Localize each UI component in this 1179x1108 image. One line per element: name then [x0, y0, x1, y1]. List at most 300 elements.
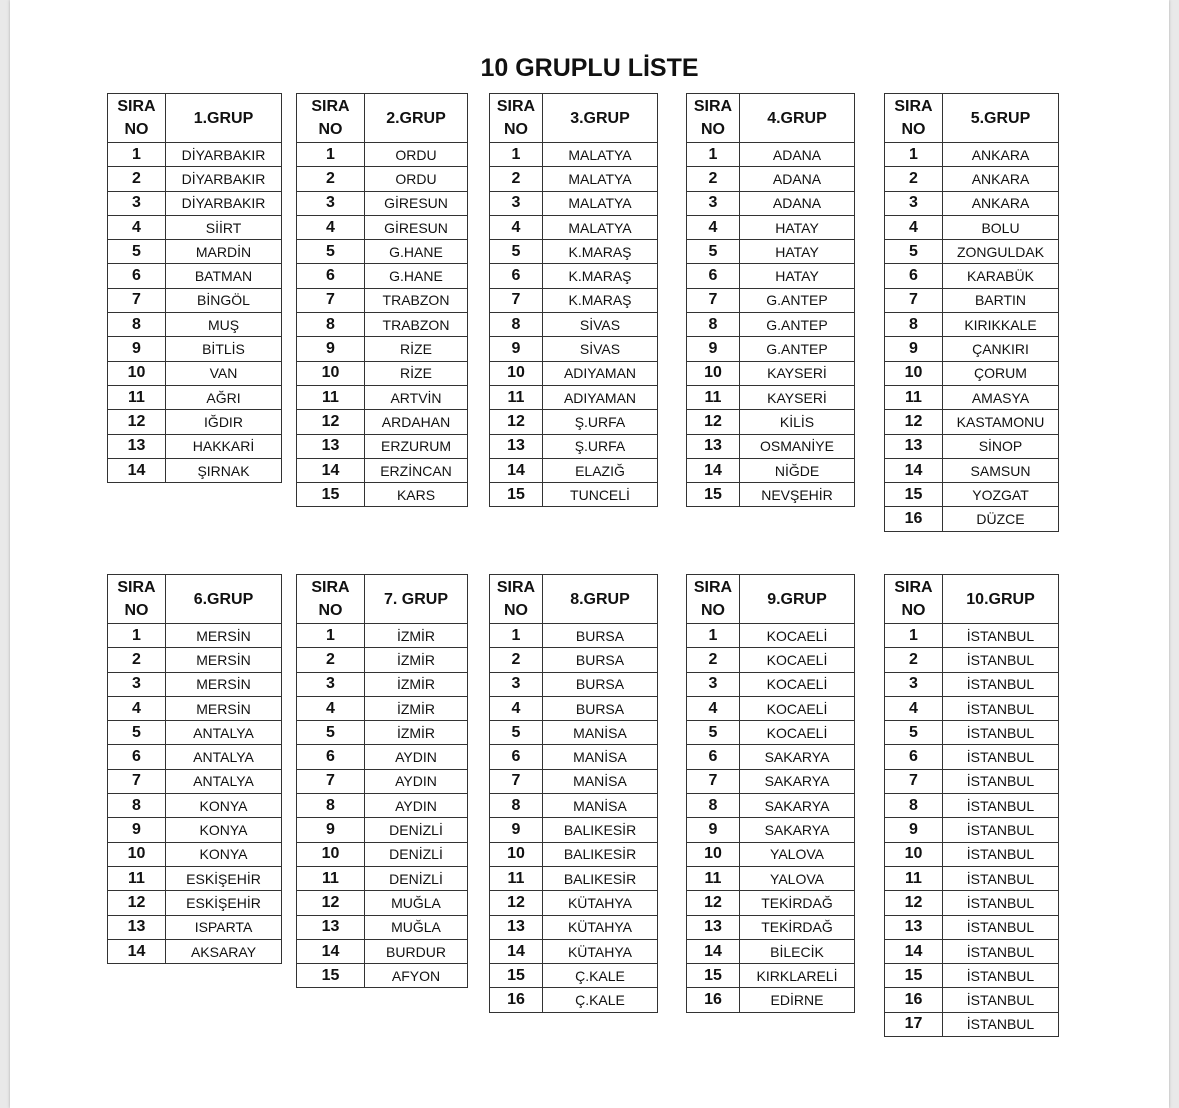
city-cell: İSTANBUL	[943, 939, 1059, 963]
row-number: 11	[490, 385, 543, 409]
city-cell: RİZE	[365, 361, 468, 385]
table-row	[490, 696, 658, 720]
row-number: 6	[490, 264, 543, 288]
city-cell: DENİZLİ	[365, 818, 468, 842]
row-number: 12	[490, 891, 543, 915]
city-cell: MALATYA	[543, 143, 658, 167]
row-number: 2	[297, 648, 365, 672]
row-number: 4	[885, 696, 943, 720]
row-number: 9	[885, 337, 943, 361]
city-cell: İSTANBUL	[943, 891, 1059, 915]
city-cell: ÇANKIRI	[943, 337, 1059, 361]
no-header-line: NO	[901, 121, 926, 138]
row-number: 10	[687, 361, 740, 385]
row-number: 15	[885, 483, 943, 507]
sira-header-line: SIRA	[693, 579, 733, 596]
city-cell: İZMİR	[365, 648, 468, 672]
table-row	[108, 648, 282, 672]
table-row	[885, 264, 1059, 288]
row-number: 5	[297, 721, 365, 745]
group-table-6	[107, 574, 282, 964]
row-number: 5	[108, 240, 166, 264]
city-cell: ANKARA	[943, 143, 1059, 167]
row-number: 7	[687, 288, 740, 312]
row-number: 14	[687, 939, 740, 963]
sira-header-line: SIRA	[894, 98, 933, 115]
row-number: 6	[108, 264, 166, 288]
city-cell: ERZURUM	[365, 434, 468, 458]
row-number: 8	[885, 313, 943, 337]
row-number: 11	[297, 385, 365, 409]
city-cell: ELAZIĞ	[543, 458, 658, 482]
row-number: 2	[108, 648, 166, 672]
sira-no-header	[490, 575, 543, 624]
table-row	[297, 648, 468, 672]
table-header-row	[687, 94, 855, 143]
city-cell: MANİSA	[543, 794, 658, 818]
table-row	[687, 624, 855, 648]
row-number: 15	[885, 964, 943, 988]
row-number: 8	[108, 313, 166, 337]
group-name-header: 7. GRUP	[365, 575, 468, 624]
city-cell: KARABÜK	[943, 264, 1059, 288]
table-row	[297, 696, 468, 720]
row-number: 1	[490, 624, 543, 648]
table-header-row	[490, 94, 658, 143]
table-row	[687, 988, 855, 1012]
no-header-line: NO	[124, 121, 149, 138]
city-cell: İSTANBUL	[943, 745, 1059, 769]
table-row	[490, 964, 658, 988]
row-number: 8	[490, 794, 543, 818]
city-cell: İSTANBUL	[943, 964, 1059, 988]
row-number: 8	[885, 794, 943, 818]
row-number: 17	[885, 1012, 943, 1036]
table-row	[297, 891, 468, 915]
row-number: 14	[687, 458, 740, 482]
table-row	[885, 915, 1059, 939]
table-row	[885, 721, 1059, 745]
city-cell: KONYA	[166, 842, 282, 866]
table-row	[297, 672, 468, 696]
table-header-row	[885, 575, 1059, 624]
table-row	[490, 891, 658, 915]
table-row	[297, 410, 468, 434]
city-cell: KARS	[365, 483, 468, 507]
table-row	[108, 167, 282, 191]
city-cell: MUĞLA	[365, 915, 468, 939]
row-number: 6	[297, 745, 365, 769]
row-number: 6	[687, 745, 740, 769]
table-row	[885, 794, 1059, 818]
city-cell: İSTANBUL	[943, 915, 1059, 939]
row-number: 13	[108, 434, 166, 458]
row-number: 7	[108, 769, 166, 793]
table-row	[108, 264, 282, 288]
row-number: 8	[687, 313, 740, 337]
city-cell: BURDUR	[365, 939, 468, 963]
sira-no-header	[108, 94, 166, 143]
row-number: 8	[297, 313, 365, 337]
city-cell: G.ANTEP	[740, 337, 855, 361]
city-cell: ISPARTA	[166, 915, 282, 939]
table-row	[108, 410, 282, 434]
city-cell: MANİSA	[543, 721, 658, 745]
table-row	[108, 794, 282, 818]
row-number: 4	[490, 696, 543, 720]
table-row	[687, 745, 855, 769]
table-row	[297, 361, 468, 385]
row-number: 13	[490, 915, 543, 939]
row-number: 1	[297, 624, 365, 648]
table-row	[108, 337, 282, 361]
table-row	[297, 745, 468, 769]
city-cell: KİLİS	[740, 410, 855, 434]
row-number: 6	[108, 745, 166, 769]
table-row	[490, 143, 658, 167]
city-cell: DİYARBAKIR	[166, 143, 282, 167]
city-cell: HATAY	[740, 264, 855, 288]
city-cell: ADIYAMAN	[543, 361, 658, 385]
city-cell: EDİRNE	[740, 988, 855, 1012]
row-number: 14	[490, 458, 543, 482]
row-number: 3	[687, 191, 740, 215]
city-cell: G.ANTEP	[740, 313, 855, 337]
row-number: 5	[490, 721, 543, 745]
no-header-line: NO	[701, 602, 725, 619]
table-row	[687, 458, 855, 482]
table-row	[687, 769, 855, 793]
row-number: 11	[297, 866, 365, 890]
group-table-5	[884, 93, 1059, 532]
city-cell: MERSİN	[166, 672, 282, 696]
row-number: 3	[490, 191, 543, 215]
table-row	[108, 624, 282, 648]
row-number: 10	[885, 361, 943, 385]
row-number: 3	[108, 672, 166, 696]
table-row	[297, 939, 468, 963]
row-number: 12	[885, 410, 943, 434]
city-cell: MALATYA	[543, 215, 658, 239]
row-number: 12	[297, 410, 365, 434]
city-cell: KOCAELİ	[740, 696, 855, 720]
row-number: 3	[885, 191, 943, 215]
table-row	[490, 745, 658, 769]
city-cell: K.MARAŞ	[543, 288, 658, 312]
row-number: 10	[687, 842, 740, 866]
table-row	[490, 483, 658, 507]
row-number: 8	[687, 794, 740, 818]
row-number: 4	[108, 696, 166, 720]
row-number: 11	[687, 866, 740, 890]
group-name-header: 2.GRUP	[365, 94, 468, 143]
table-row	[687, 891, 855, 915]
table-row	[297, 434, 468, 458]
city-cell: ANTALYA	[166, 721, 282, 745]
table-row	[687, 483, 855, 507]
row-number: 1	[108, 143, 166, 167]
row-number: 12	[490, 410, 543, 434]
table-row	[885, 1012, 1059, 1036]
city-cell: İSTANBUL	[943, 624, 1059, 648]
table-row	[885, 240, 1059, 264]
group-name-header: 4.GRUP	[740, 94, 855, 143]
table-row	[687, 842, 855, 866]
group-table-8	[489, 574, 658, 1013]
table-row	[885, 143, 1059, 167]
table-row	[687, 191, 855, 215]
table-row	[108, 288, 282, 312]
row-number: 14	[885, 458, 943, 482]
table-row	[108, 818, 282, 842]
row-number: 16	[687, 988, 740, 1012]
table-row	[687, 434, 855, 458]
city-cell: BATMAN	[166, 264, 282, 288]
table-row	[297, 215, 468, 239]
city-cell: NİĞDE	[740, 458, 855, 482]
table-row	[108, 939, 282, 963]
city-cell: TEKİRDAĞ	[740, 915, 855, 939]
city-cell: AĞRI	[166, 385, 282, 409]
row-number: 15	[297, 964, 365, 988]
city-cell: ORDU	[365, 143, 468, 167]
row-number: 7	[297, 288, 365, 312]
city-cell: SİNOP	[943, 434, 1059, 458]
city-cell: İSTANBUL	[943, 866, 1059, 890]
city-cell: DÜZCE	[943, 507, 1059, 531]
sira-no-header	[687, 575, 740, 624]
city-cell: TRABZON	[365, 313, 468, 337]
table-row	[687, 288, 855, 312]
table-row	[108, 915, 282, 939]
row-number: 4	[297, 215, 365, 239]
table-row	[885, 745, 1059, 769]
city-cell: ARDAHAN	[365, 410, 468, 434]
city-cell: ADANA	[740, 167, 855, 191]
city-cell: ERZİNCAN	[365, 458, 468, 482]
row-number: 4	[687, 215, 740, 239]
city-cell: KIRIKKALE	[943, 313, 1059, 337]
table-row	[885, 964, 1059, 988]
row-number: 7	[885, 288, 943, 312]
row-number: 8	[490, 313, 543, 337]
city-cell: Ç.KALE	[543, 964, 658, 988]
city-cell: KIRKLARELİ	[740, 964, 855, 988]
table-row	[885, 507, 1059, 531]
table-row	[687, 410, 855, 434]
city-cell: TEKİRDAĞ	[740, 891, 855, 915]
table-row	[297, 483, 468, 507]
city-cell: İSTANBUL	[943, 818, 1059, 842]
table-row	[297, 167, 468, 191]
table-row	[687, 143, 855, 167]
sira-no-header	[885, 575, 943, 624]
row-number: 9	[108, 818, 166, 842]
row-number: 10	[490, 842, 543, 866]
row-number: 1	[108, 624, 166, 648]
row-number: 2	[490, 167, 543, 191]
city-cell: AKSARAY	[166, 939, 282, 963]
sira-no-header	[108, 575, 166, 624]
city-cell: MARDİN	[166, 240, 282, 264]
city-cell: BİTLİS	[166, 337, 282, 361]
row-number: 4	[885, 215, 943, 239]
table-row	[687, 818, 855, 842]
table-row	[297, 818, 468, 842]
row-number: 9	[490, 337, 543, 361]
table-row	[108, 721, 282, 745]
table-row	[687, 794, 855, 818]
row-number: 4	[490, 215, 543, 239]
table-row	[885, 866, 1059, 890]
table-row	[687, 866, 855, 890]
city-cell: İSTANBUL	[943, 648, 1059, 672]
row-number: 2	[297, 167, 365, 191]
row-number: 1	[687, 143, 740, 167]
table-row	[297, 866, 468, 890]
table-row	[490, 721, 658, 745]
row-number: 4	[687, 696, 740, 720]
city-cell: KONYA	[166, 818, 282, 842]
table-row	[297, 769, 468, 793]
sira-header-line: SIRA	[311, 98, 350, 115]
row-number: 1	[297, 143, 365, 167]
table-row	[297, 240, 468, 264]
city-cell: KÜTAHYA	[543, 891, 658, 915]
table-row	[885, 434, 1059, 458]
table-row	[297, 313, 468, 337]
table-row	[108, 385, 282, 409]
table-row	[297, 337, 468, 361]
city-cell: SAKARYA	[740, 745, 855, 769]
city-cell: KOCAELİ	[740, 648, 855, 672]
table-row	[297, 385, 468, 409]
table-row	[885, 410, 1059, 434]
city-cell: MERSİN	[166, 696, 282, 720]
city-cell: YALOVA	[740, 866, 855, 890]
row-number: 15	[490, 483, 543, 507]
group-name-header: 10.GRUP	[943, 575, 1059, 624]
row-number: 7	[490, 769, 543, 793]
city-cell: ADANA	[740, 143, 855, 167]
table-row	[490, 866, 658, 890]
no-header-line: NO	[318, 602, 343, 619]
row-number: 13	[297, 434, 365, 458]
city-cell: SİİRT	[166, 215, 282, 239]
row-number: 2	[490, 648, 543, 672]
table-row	[687, 361, 855, 385]
table-row	[490, 434, 658, 458]
row-number: 7	[490, 288, 543, 312]
table-row	[885, 988, 1059, 1012]
row-number: 14	[885, 939, 943, 963]
table-row	[687, 672, 855, 696]
table-row	[297, 794, 468, 818]
table-row	[885, 842, 1059, 866]
row-number: 9	[490, 818, 543, 842]
table-row	[490, 361, 658, 385]
sira-header-line: SIRA	[117, 98, 156, 115]
row-number: 10	[885, 842, 943, 866]
row-number: 3	[490, 672, 543, 696]
table-row	[687, 648, 855, 672]
table-row	[297, 191, 468, 215]
row-number: 6	[885, 264, 943, 288]
table-row	[885, 167, 1059, 191]
sira-no-header	[885, 94, 943, 143]
row-number: 13	[687, 915, 740, 939]
sira-no-header	[490, 94, 543, 143]
city-cell: IĞDIR	[166, 410, 282, 434]
row-number: 14	[297, 939, 365, 963]
city-cell: KOCAELİ	[740, 624, 855, 648]
row-number: 14	[108, 458, 166, 482]
city-cell: BOLU	[943, 215, 1059, 239]
row-number: 15	[297, 483, 365, 507]
city-cell: MALATYA	[543, 167, 658, 191]
city-cell: İSTANBUL	[943, 842, 1059, 866]
row-number: 13	[885, 915, 943, 939]
city-cell: BURSA	[543, 648, 658, 672]
table-row	[885, 624, 1059, 648]
city-cell: İZMİR	[365, 721, 468, 745]
row-number: 11	[687, 385, 740, 409]
city-cell: G.ANTEP	[740, 288, 855, 312]
city-cell: AFYON	[365, 964, 468, 988]
row-number: 5	[885, 721, 943, 745]
city-cell: SAKARYA	[740, 818, 855, 842]
table-row	[490, 458, 658, 482]
table-row	[490, 794, 658, 818]
row-number: 13	[687, 434, 740, 458]
table-row	[108, 891, 282, 915]
table-row	[108, 769, 282, 793]
table-row	[297, 288, 468, 312]
table-row	[490, 915, 658, 939]
city-cell: YOZGAT	[943, 483, 1059, 507]
row-number: 9	[108, 337, 166, 361]
sira-header-line: SIRA	[311, 579, 350, 596]
table-row	[490, 769, 658, 793]
table-row	[885, 215, 1059, 239]
city-cell: VAN	[166, 361, 282, 385]
row-number: 16	[490, 988, 543, 1012]
table-row	[687, 240, 855, 264]
row-number: 12	[885, 891, 943, 915]
group-table-4	[686, 93, 855, 507]
city-cell: ZONGULDAK	[943, 240, 1059, 264]
table-row	[108, 866, 282, 890]
city-cell: MUĞLA	[365, 891, 468, 915]
city-cell: MUŞ	[166, 313, 282, 337]
city-cell: DENİZLİ	[365, 842, 468, 866]
city-cell: İSTANBUL	[943, 672, 1059, 696]
table-row	[885, 191, 1059, 215]
no-header-line: NO	[901, 602, 926, 619]
table-row	[490, 337, 658, 361]
sira-no-header	[687, 94, 740, 143]
city-cell: ÇORUM	[943, 361, 1059, 385]
city-cell: KONYA	[166, 794, 282, 818]
table-row	[687, 696, 855, 720]
row-number: 13	[885, 434, 943, 458]
city-cell: SİVAS	[543, 337, 658, 361]
city-cell: K.MARAŞ	[543, 264, 658, 288]
table-row	[108, 434, 282, 458]
table-row	[687, 915, 855, 939]
document-page	[10, 0, 1169, 1108]
city-cell: DİYARBAKIR	[166, 167, 282, 191]
